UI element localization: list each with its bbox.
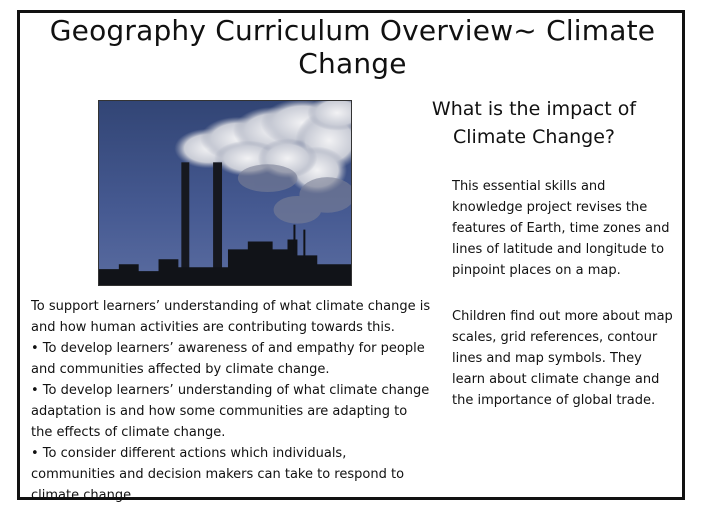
aim-bullet: • To develop learners’ understanding of what climate change adaptation is and how some communities are adapting to the effects of climate change.	[31, 383, 430, 440]
aims-intro: To support learners’ understanding of what climate change is and how human activities are contributing towards this.	[31, 299, 431, 335]
description-paragraph: Children find out more about map scales, grid references, contour lines and map symbols. They learn about climate change and the importance of global trade.	[452, 309, 673, 408]
description-paragraph: This essential skills and knowledge project revises the features of Earth, time zones and lines of latitude and longitude to pinpoint places on a map.	[452, 179, 670, 278]
project-description-1	[452, 176, 678, 281]
page-title: Geography Curriculum Overview~ Climate Change	[49, 14, 656, 80]
aim-bullet: • To develop learners’ awareness of and empathy for people and communities affected by climate change.	[31, 341, 425, 377]
key-question: What is the impact of Climate Change?	[431, 98, 637, 148]
project-description-2	[452, 306, 678, 411]
factory-smokestacks-photo	[98, 100, 352, 286]
aim-bullet: • To consider different actions which individuals, communities and decision makers can take to respond to climate change.	[31, 446, 405, 503]
learning-aims	[31, 296, 431, 506]
